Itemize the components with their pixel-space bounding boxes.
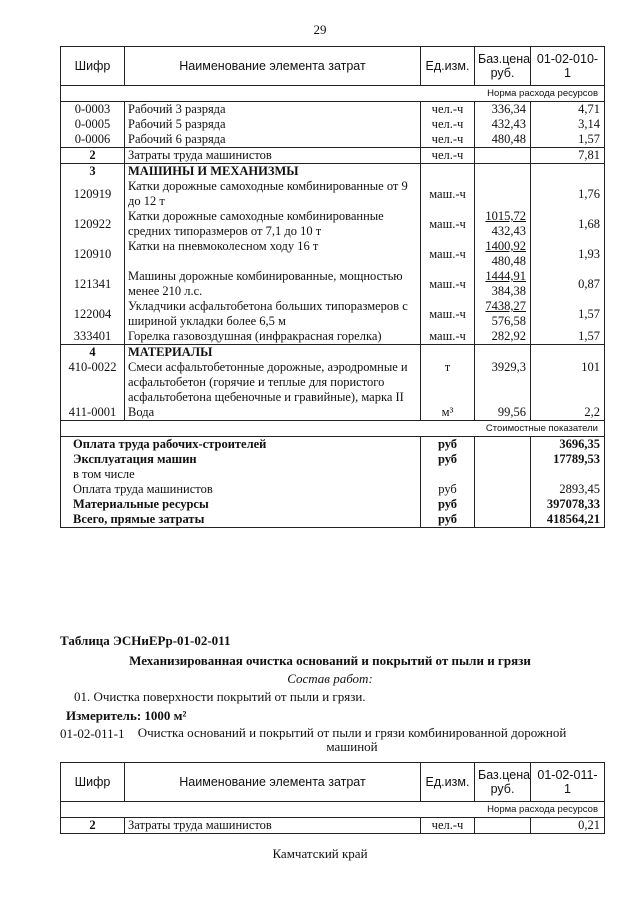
table-row — [61, 269, 605, 299]
cost-empty — [475, 512, 531, 528]
base-price: 282,92 — [491, 329, 526, 343]
cost-unit: руб — [421, 437, 475, 453]
row-name: Катки на пневмоколесном ходу 16 т — [125, 239, 421, 269]
cost-empty — [475, 482, 531, 497]
row-value: 1,57 — [531, 299, 605, 329]
header-norm-code: 01-02-011-1 — [531, 763, 605, 802]
table-row — [61, 299, 605, 329]
cost-empty — [475, 497, 531, 512]
row-price: 480,48 — [475, 132, 531, 148]
row-unit: т — [421, 360, 475, 405]
row-name: Рабочий 5 разряда — [125, 117, 421, 132]
row-value: 3,14 — [531, 117, 605, 132]
row-value: 101 — [531, 360, 605, 405]
table-row — [61, 117, 605, 132]
row-unit: маш.-ч — [421, 269, 475, 299]
operator-wage: 576,58 — [491, 314, 526, 328]
materials-section-code: 4 — [61, 345, 125, 361]
operators-code: 2 — [61, 148, 125, 164]
header-name: Наименование элемента затрат — [125, 763, 421, 802]
row-value: 1,68 — [531, 209, 605, 239]
operators-value: 7,81 — [531, 148, 605, 164]
row-name: Катки дорожные самоходные комбинированные средних типоразмеров от 7,1 до 10 т — [125, 209, 421, 239]
row-code: 0-0005 — [61, 117, 125, 132]
machines-section-row — [61, 164, 605, 180]
table-row — [61, 179, 605, 209]
row-value: 1,57 — [531, 132, 605, 148]
row-name: Рабочий 6 разряда — [125, 132, 421, 148]
row-name: Укладчики асфальтобетона больших типоразмеров с шириной укладки более 6,5 м — [125, 299, 421, 329]
cost-unit — [421, 467, 475, 482]
row-code: 120919 — [61, 179, 125, 209]
meter-label: Измеритель: 1000 м² — [66, 708, 187, 723]
cost-name: Материальные ресурсы — [61, 497, 421, 512]
table-row — [61, 239, 605, 269]
header-code: Шифр — [61, 47, 125, 86]
cost-name: Эксплуатация машин — [61, 452, 421, 467]
footer-region: Камчатский край — [272, 846, 368, 861]
row-price — [475, 299, 531, 329]
row-code: 122004 — [61, 299, 125, 329]
cost-unit: руб — [421, 452, 475, 467]
table-header-row — [61, 47, 605, 86]
rate-description: Очистка оснований и покрытий от пыли и грязи комбинированной дорожной машиной — [137, 725, 567, 754]
row-code: 333401 — [61, 329, 125, 345]
materials-section-row — [61, 345, 605, 361]
row-unit: чел.-ч — [421, 132, 475, 148]
cost-name: Оплата труда рабочих-строителей — [61, 437, 421, 453]
cost-unit: руб — [421, 512, 475, 528]
resource-table-011-1 — [60, 762, 605, 834]
row-code: 120910 — [61, 239, 125, 269]
cost-row — [61, 437, 605, 453]
row-value: 0,87 — [531, 269, 605, 299]
row-value: 1,57 — [531, 329, 605, 345]
row-value: 0,21 — [531, 818, 605, 834]
row-unit: чел.-ч — [421, 818, 475, 834]
table-row — [61, 132, 605, 148]
row-unit: маш.-ч — [421, 299, 475, 329]
row-name: Горелка газовоздушная (инфракрасная горелка) — [125, 329, 421, 345]
row-price: 99,56 — [475, 405, 531, 421]
machines-section-code: 3 — [61, 164, 125, 180]
header-price: Баз.цена руб. — [475, 47, 531, 86]
table-row — [61, 209, 605, 239]
cost-empty — [475, 437, 531, 453]
table-row — [61, 405, 605, 421]
header-norm-code: 01-02-010-1 — [531, 47, 605, 86]
row-value: 1,76 — [531, 179, 605, 209]
row-unit: маш.-ч — [421, 239, 475, 269]
table-row — [61, 329, 605, 345]
row-price: 432,43 — [475, 117, 531, 132]
row-code: 410-0022 — [61, 360, 125, 405]
header-unit: Ед.изм. — [421, 763, 475, 802]
resource-table-010-1 — [60, 46, 605, 528]
norm-label: Норма расхода ресурсов — [61, 86, 605, 102]
base-price: 1015,72 — [485, 209, 526, 223]
row-unit: чел.-ч — [421, 117, 475, 132]
cost-empty — [475, 452, 531, 467]
row-price — [475, 239, 531, 269]
table-row — [61, 818, 605, 834]
row-price — [475, 209, 531, 239]
materials-section-title: МАТЕРИАЛЫ — [125, 345, 421, 361]
cost-value: 3696,35 — [531, 437, 605, 453]
row-price: 3929,3 — [475, 360, 531, 405]
operator-wage: 480,48 — [491, 254, 526, 268]
row-price — [475, 179, 531, 209]
operators-price — [475, 148, 531, 164]
cost-value: 2893,45 — [531, 482, 605, 497]
row-price — [475, 329, 531, 345]
composition-title: Состав работ: — [287, 671, 373, 686]
header-code: Шифр — [61, 763, 125, 802]
row-name: Вода — [125, 405, 421, 421]
row-name: Машины дорожные комбинированные, мощностью менее 210 л.с. — [125, 269, 421, 299]
machines-section-title: МАШИНЫ И МЕХАНИЗМЫ — [125, 164, 421, 180]
row-unit: чел.-ч — [421, 102, 475, 118]
row-unit: маш.-ч — [421, 179, 475, 209]
row-price — [475, 818, 531, 834]
cost-unit: руб — [421, 482, 475, 497]
base-price: 1444,91 — [485, 269, 526, 283]
row-price — [475, 269, 531, 299]
row-code: 120922 — [61, 209, 125, 239]
cost-label: Стоимостные показатели — [61, 421, 605, 437]
row-value: 4,71 — [531, 102, 605, 118]
table-title: Таблица ЭСНиЕРр-01-02-011 — [60, 633, 231, 648]
header-name: Наименование элемента затрат — [125, 47, 421, 86]
operators-row — [61, 148, 605, 164]
cost-value — [531, 467, 605, 482]
page-number: 29 — [313, 22, 327, 37]
norm-label: Норма расхода ресурсов — [61, 802, 605, 818]
cost-unit: руб — [421, 497, 475, 512]
cost-row — [61, 467, 605, 482]
cost-name: в том числе — [61, 467, 421, 482]
cost-row — [61, 512, 605, 528]
base-price: 1400,92 — [485, 239, 526, 253]
row-unit: м³ — [421, 405, 475, 421]
table-row — [61, 360, 605, 405]
cost-value: 418564,21 — [531, 512, 605, 528]
operators-unit: чел.-ч — [421, 148, 475, 164]
row-name: Смеси асфальтобетонные дорожные, аэродромные и асфальтобетон (горячие и теплые для пористого асфальтобетона щебеночные и гравийные), марка II — [125, 360, 421, 405]
operators-name: Затраты труда машинистов — [125, 148, 421, 164]
row-code: 411-0001 — [61, 405, 125, 421]
row-code: 0-0003 — [61, 102, 125, 118]
row-code: 121341 — [61, 269, 125, 299]
table-row — [61, 102, 605, 118]
base-price: 7438,27 — [485, 299, 526, 313]
cost-row — [61, 482, 605, 497]
row-price: 336,34 — [475, 102, 531, 118]
rate-code: 01-02-011-1 — [60, 726, 125, 741]
header-unit: Ед.изм. — [421, 47, 475, 86]
row-unit: маш.-ч — [421, 209, 475, 239]
cost-value: 17789,53 — [531, 452, 605, 467]
section-heading: Механизированная очистка оснований и покрытий от пыли и грязи — [129, 653, 531, 668]
operator-wage: 432,43 — [491, 224, 526, 238]
cost-name: Всего, прямые затраты — [61, 512, 421, 528]
row-value: 1,93 — [531, 239, 605, 269]
cost-value: 397078,33 — [531, 497, 605, 512]
header-price: Баз.цена руб. — [475, 763, 531, 802]
operator-wage: 384,38 — [491, 284, 526, 298]
cost-row — [61, 497, 605, 512]
cost-row — [61, 452, 605, 467]
row-name: Катки дорожные самоходные комбинированные от 9 до 12 т — [125, 179, 421, 209]
cost-empty — [475, 467, 531, 482]
row-name: Затраты труда машинистов — [125, 818, 421, 834]
work-item: 01. Очистка поверхности покрытий от пыли и грязи. — [74, 689, 366, 704]
cost-name: Оплата труда машинистов — [61, 482, 421, 497]
row-code: 0-0006 — [61, 132, 125, 148]
row-name: Рабочий 3 разряда — [125, 102, 421, 118]
row-unit: маш.-ч — [421, 329, 475, 345]
row-value: 2,2 — [531, 405, 605, 421]
row-code: 2 — [61, 818, 125, 834]
